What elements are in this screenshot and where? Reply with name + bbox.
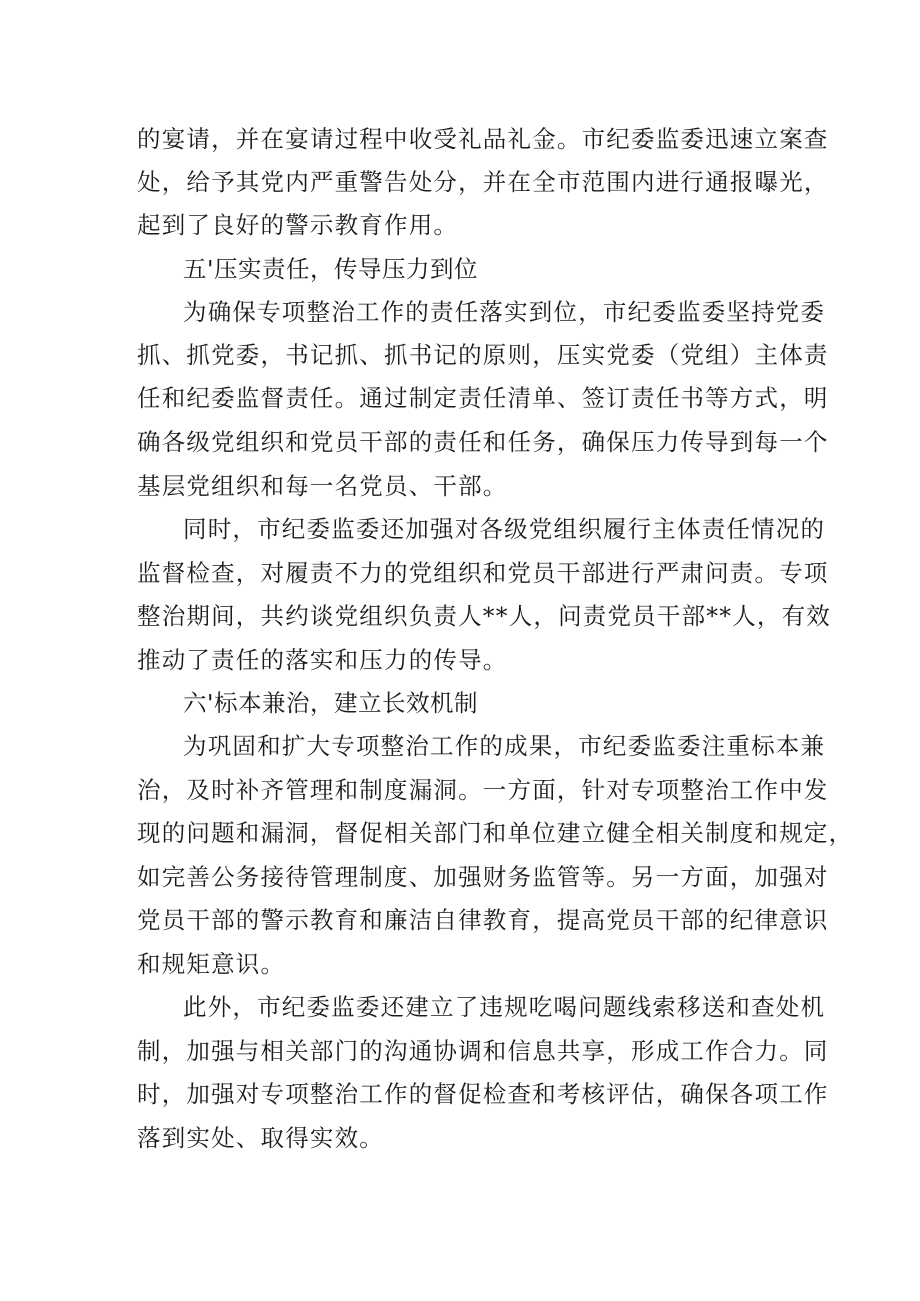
- paragraph-line: 和规矩意识。: [137, 950, 286, 978]
- paragraph-line: 治，及时补齐管理和制度漏洞。一方面，针对专项整治工作中发: [137, 776, 829, 804]
- section-heading: 六'标本兼治，建立长效机制: [183, 689, 478, 717]
- paragraph-line: 为确保专项整治工作的责任落实到位，市纪委监委坚持党委: [183, 298, 826, 326]
- paragraph-line: 推动了责任的落实和压力的传导。: [137, 646, 508, 674]
- paragraph-line: 现的问题和漏洞，督促相关部门和单位建立健全相关制度和规定，: [137, 819, 854, 847]
- paragraph-line: 基层党组织和每一名党员、干部。: [137, 472, 508, 500]
- paragraph-line: 任和纪委监督责任。通过制定责任清单、签订责任书等方式，明: [137, 384, 829, 412]
- paragraph-line: 监督检查，对履责不力的党组织和党员干部进行严肃问责。专项: [137, 559, 829, 587]
- paragraph-line: 整治期间，共约谈党组织负责人**人，问责党员干部**人，有效: [137, 602, 831, 630]
- section-heading: 五'压实责任，传导压力到位: [183, 255, 478, 283]
- paragraph-line: 制，加强与相关部门的沟通协调和信息共享，形成工作合力。同: [137, 1037, 829, 1065]
- paragraph-line: 时，加强对专项整治工作的督促检查和考核评估，确保各项工作: [137, 1080, 829, 1108]
- paragraph-line: 如完善公务接待管理制度、加强财务监管等。另一方面，加强对: [137, 863, 829, 891]
- paragraph-line: 党员干部的警示教育和廉洁自律教育，提高党员干部的纪律意识: [137, 906, 829, 934]
- paragraph-line: 抓、抓党委，书记抓、抓书记的原则，压实党委（党组）主体责: [137, 341, 829, 369]
- paragraph-line: 处，给予其党内严重警告处分，并在全市范围内进行通报曝光，: [137, 168, 829, 196]
- paragraph-line: 同时，市纪委监委还加强对各级党组织履行主体责任情况的: [183, 515, 826, 543]
- paragraph-line: 的宴请，并在宴请过程中收受礼品礼金。市纪委监委迅速立案查: [137, 125, 829, 153]
- paragraph-line: 此外，市纪委监委还建立了违规吃喝问题线索移送和查处机: [183, 993, 826, 1021]
- paragraph-line: 为巩固和扩大专项整治工作的成果，市纪委监委注重标本兼: [183, 732, 826, 760]
- paragraph-line: 起到了良好的警示教育作用。: [137, 211, 459, 239]
- paragraph-line: 落到实处、取得实效。: [137, 1124, 384, 1152]
- paragraph-line: 确各级党组织和党员干部的责任和任务，确保压力传导到每一个: [137, 428, 829, 456]
